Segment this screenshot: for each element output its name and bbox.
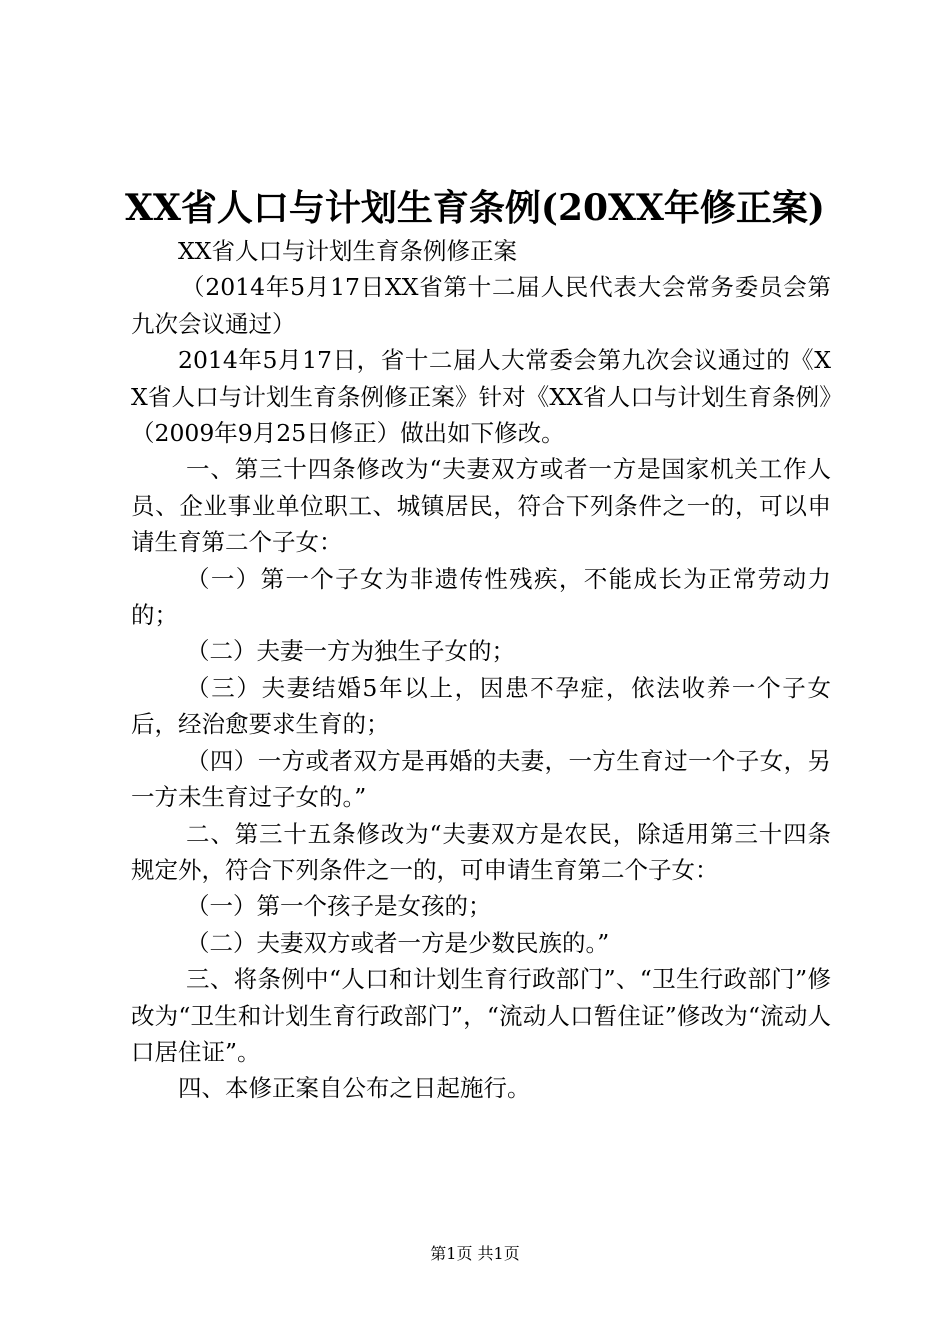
paragraph-effective-date: 四、本修正案自公布之日起施行。 [178,1074,531,1103]
paragraph-subtitle: XX省人口与计划生育条例修正案 [178,237,517,265]
document-body [131,233,831,1107]
paragraph-article-terms: 三、将条例中“人口和计划生育行政部门”、“卫生行政部门”修改为“卫生和计划生育行政部门”，“流动人口暂住证”修改为“流动人口居住证”。 [131,965,831,1066]
paragraph-article-34: 一、第三十四条修改为“夫妻双方或者一方是国家机关工作人员、企业事业单位职工、城镇居民，符合下列条件之一的，可以申请生育第二个子女： [131,455,831,557]
page-footer: 第1页 共1页 [430,1244,520,1263]
document-title: XX省人口与计划生育条例(20XX年修正案) [125,187,825,229]
paragraph-intro: 2014年5月17日，省十二届人大常委会第九次会议通过的《XX省人口与计划生育条例修正案》针对《XX省人口与计划生育条例》（2009年9月25日修正）做出如下修改。 [131,346,831,448]
paragraph-item: （二）夫妻双方或者一方是少数民族的。” [186,928,610,957]
paragraph-article-35: 二、第三十五条修改为“夫妻双方是农民，除适用第三十四条规定外，符合下列条件之一的，可申请生育第二个子女： [131,819,831,884]
paragraph-item: （四）一方或者双方是再婚的夫妻，一方生育过一个子女，另一方未生育过子女的。” [131,746,831,812]
paragraph-item: （三）夫妻结婚5年以上，因患不孕症，依法收养一个子女后，经治愈要求生育的； [131,673,831,739]
paragraph-item: （二）夫妻一方为独生子女的； [186,637,515,666]
paragraph-item: （一）第一个孩子是女孩的； [186,892,492,921]
paragraph-item: （一）第一个子女为非遗传性残疾，不能成长为正常劳动力的； [131,564,831,630]
paragraph-adoption-note: （2014年5月17日XX省第十二届人民代表大会常务委员会第九次会议通过） [131,273,831,338]
